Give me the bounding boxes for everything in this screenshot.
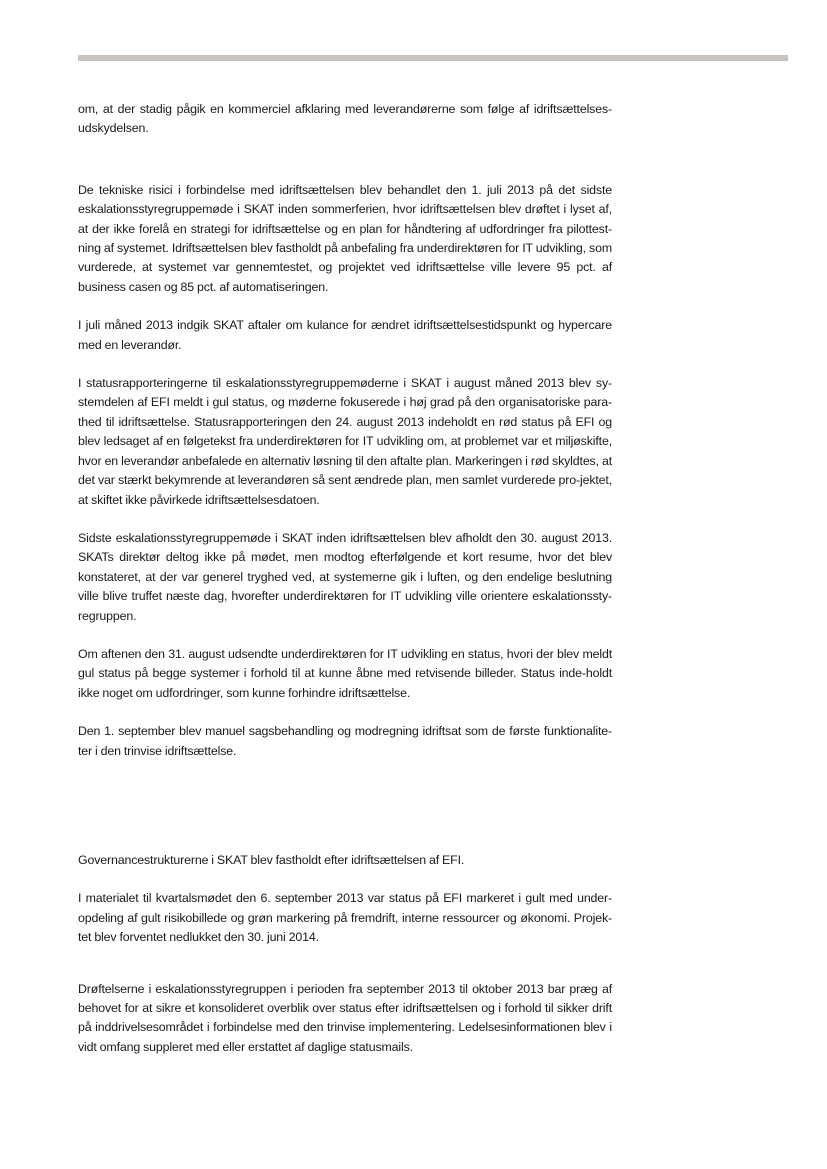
paragraph: Governancestrukturerne i SKAT blev fastholdt efter idriftsættelsen af EFI.	[78, 852, 465, 867]
header-rule	[78, 55, 788, 61]
paragraph: om, at der stadig pågik en kommerciel afklaring med leverandørerne som følge af idriftsættelses-udskydelsen.	[78, 102, 612, 136]
paragraph: Sidste eskalationsstyregruppemøde i SKAT inden idriftsættelsen blev afholdt den 30. august 2013. SKATs direktør deltog ikke på mødet, men modtog efterfølgende et kort resume, hvor det blev konstateret, at der var generel tryghed ved, at systemerne gik i luften, og den endelige beslutning ville blive truffet næste dag, hvorefter underdirektøren for IT udvikling ville orientere eskalationssty-regruppen.	[78, 530, 612, 623]
paragraph: Drøftelserne i eskalationsstyregruppen i perioden fra september 2013 til oktober 2013 bar præg af behovet for at sikre et konsolideret overblik over status efter idriftsættelsen og i forhold til sikker drift på inddrivelsesområdet i forbindelse med den trinvise implementering. Ledelsesinformationen blev i vidt omfang suppleret med eller erstattet af daglige statusmails.	[78, 981, 612, 1054]
paragraph: I juli måned 2013 indgik SKAT aftaler om kulance for ændret idriftsættelsestidspunkt og hypercare med en leverandør.	[78, 318, 612, 352]
paragraph: De tekniske risici i forbindelse med idriftsættelsen blev behandlet den 1. juli 2013 på det sidste eskalationsstyregruppemøde i SKAT inden sommerferien, hvor idriftsættelsen blev drøftet i lyset af, at der ikke forelå en strategi for idriftsættelse og en plan for håndtering af udfordringer fra pilottest-ning af systemet. Idriftsættelsen blev fastholdt på anbefaling fra underdirektøren for IT udvikling, som vurderede, at systemet var gennemtestet, og projektet ved idriftsættelse ville levere 95 pct. af business casen og 85 pct. af automatiseringen.	[78, 182, 612, 294]
paragraph: Om aftenen den 31. august udsendte underdirektøren for IT udvikling en status, hvori der blev meldt gul status på begge systemer i forhold til at kunne åbne med retvisende billeder. Status inde-holdt ikke noget om udfordringer, som kunne forhindre idriftsættelse.	[78, 646, 612, 700]
document-body	[78, 100, 612, 1057]
paragraph: I materialet til kvartalsmødet den 6. september 2013 var status på EFI markeret i gult med under-opdeling af gult risikobillede og grøn markering på fremdrift, interne ressourcer og økonomi. Projek-tet blev forventet nedlukket den 30. juni 2014.	[78, 891, 612, 945]
paragraph: Den 1. september blev manuel sagsbehandling og modregning idriftsat som de første funktionalite-ter i den trinvise idriftsættelse.	[78, 724, 612, 758]
paragraph: I statusrapporteringerne til eskalationsstyregruppemøderne i SKAT i august måned 2013 blev sy-stemdelen af EFI meldt i gul status, og møderne fokuserede i høj grad på den organisatoriske para-thed til idriftsættelse. Statusrapporteringen den 24. august 2013 indeholdt en rød status på EFI og blev ledsaget af en følgetekst fra underdirektøren for IT udvikling om, at problemet var et miljøskifte, hvor en leverandør anbefalede en alternativ løsning til den aftalte plan. Markeringen i rød skyldtes, at det var stærkt bekymrende at leverandøren så sent ændrede plan, men samlet vurderede pro-jektet, at skiftet ikke påvirkede idriftsættelsesdatoen.	[78, 376, 612, 507]
